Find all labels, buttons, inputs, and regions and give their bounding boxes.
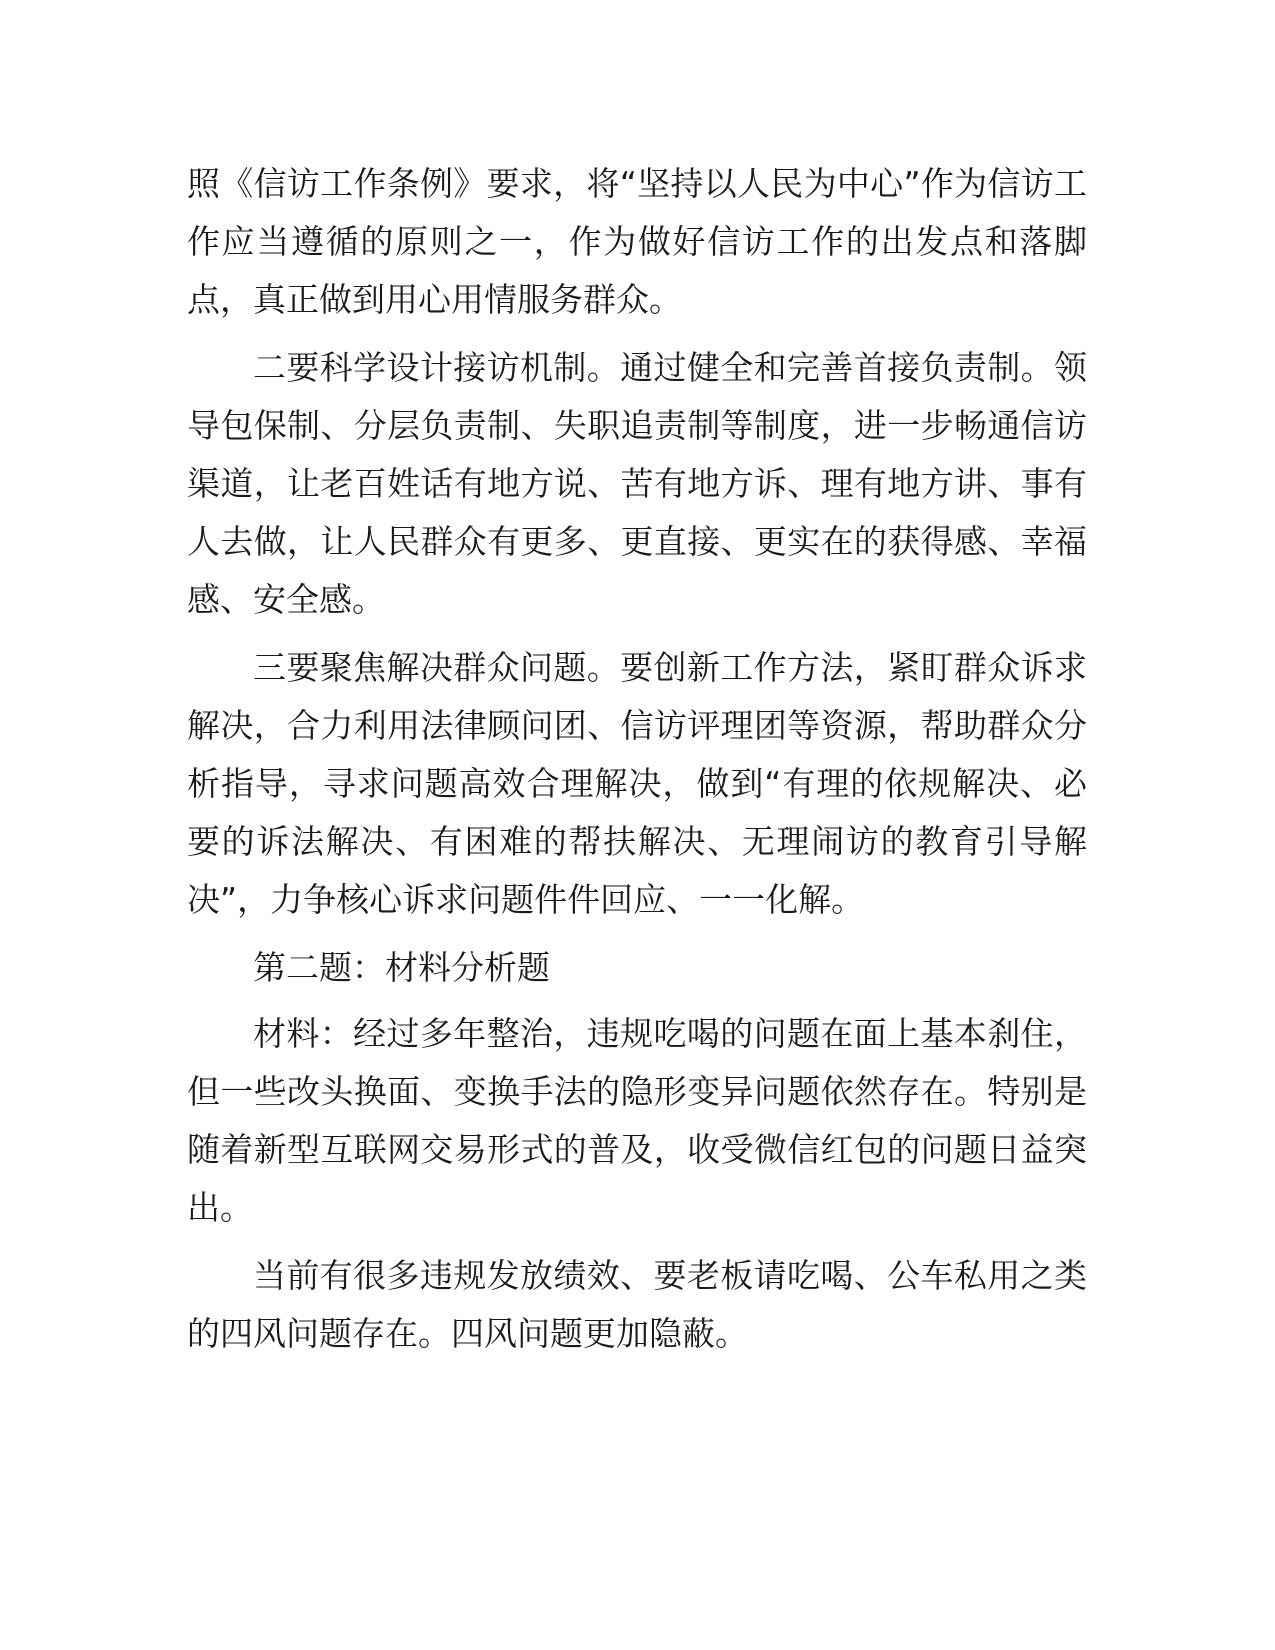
paragraph-1: 照《信访工作条例》要求，将“坚持以人民为中心”作为信访工作应当遵循的原则之一，作为做好信访工作的出发点和落脚点，真正做到用心用情服务群众。 [187,164,1087,319]
paragraph-material: 材料：经过多年整治，违规吃喝的问题在面上基本刹住，但一些改头换面、变换手法的隐形变异问题依然存在。特别是随着新型互联网交易形式的普及，收受微信红包的问题日益突出。 [187,1014,1087,1227]
paragraph-3: 三要聚焦解决群众问题。要创新工作方法，紧盯群众诉求解决，合力利用法律顾问团、信访评理团等资源，帮助群众分析指导，寻求问题高效合理解决，做到“有理的依规解决、必要的诉法解决、有困难的帮扶解决、无理闹访的教育引导解决”，力争核心诉求问题件件回应、一一化解。 [187,648,1087,919]
section-heading: 第二题：材料分析题 [253,948,550,987]
document-body [187,155,1087,1373]
paragraph-2: 二要科学设计接访机制。通过健全和完善首接负责制。领导包保制、分层负责制、失职追责制等制度，进一步畅通信访渠道，让老百姓话有地方说、苦有地方诉、理有地方讲、事有人去做，让人民群众有更多、更直接、更实在的获得感、幸福感、安全感。 [187,348,1087,619]
paragraph-5: 当前有很多违规发放绩效、要老板请吃喝、公车私用之类的四风问题存在。四风问题更加隐蔽。 [187,1256,1087,1353]
